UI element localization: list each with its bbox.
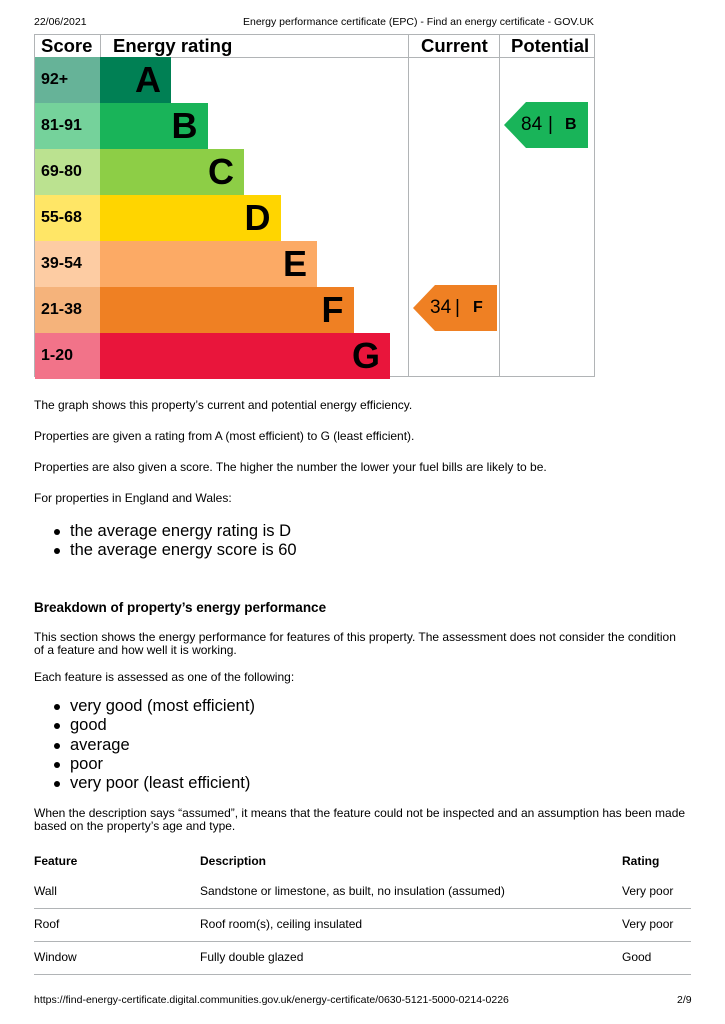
feature-header: Feature	[34, 854, 78, 868]
features-table	[34, 846, 691, 975]
current-column-header: Current	[421, 35, 488, 56]
band-bar	[100, 333, 390, 379]
print-date: 22/06/2021	[34, 16, 87, 28]
band-score-range: 55-68	[35, 195, 100, 241]
potential-separator: |	[548, 114, 553, 135]
rating-cell: Very poor	[622, 884, 674, 898]
list-item: the average energy score is 60	[34, 541, 297, 560]
current-separator: |	[455, 297, 460, 318]
list-item: the average energy rating is D	[34, 522, 297, 541]
page-title: Energy performance certificate (EPC) - Find an energy certificate - GOV.UK	[243, 16, 594, 28]
energy-rating-chart	[34, 34, 595, 377]
list-item: very good (most efficient)	[34, 697, 255, 716]
band-score-range: 1-20	[35, 333, 100, 379]
band-bar	[100, 103, 208, 149]
page-url: https://find-energy-certificate.digital.communities.gov.uk/energy-certificate/0630-5121-5000-0214-0226	[34, 994, 509, 1006]
description-cell: Sandstone or limestone, as built, no insulation (assumed)	[200, 884, 505, 898]
averages-list	[34, 522, 297, 561]
band-letter: G	[351, 335, 380, 376]
table-row	[34, 942, 691, 975]
band-score-range: 92+	[35, 57, 100, 103]
potential-band: B	[565, 116, 577, 133]
feature-cell: Wall	[34, 884, 57, 898]
page-number: 2/9	[677, 994, 692, 1006]
table-header-row	[34, 846, 691, 876]
list-item: very poor (least efficient)	[34, 774, 255, 793]
rating-header: Rating	[622, 854, 660, 868]
band-letter: F	[321, 289, 344, 330]
band-score-range: 69-80	[35, 149, 100, 195]
band-letter: D	[244, 197, 271, 238]
current-score: 34	[430, 297, 452, 318]
table-row	[34, 909, 691, 942]
table-row	[34, 876, 691, 909]
potential-column-header: Potential	[511, 35, 590, 56]
rating-explanation: Properties are given a rating from A (most efficient) to G (least efficient).	[34, 429, 415, 443]
column-divider	[499, 35, 500, 376]
feature-cell: Roof	[34, 917, 60, 931]
score-column-header: Score	[41, 35, 93, 56]
list-item: good	[34, 716, 255, 735]
band-bar	[100, 149, 244, 195]
description-cell: Roof room(s), ceiling insulated	[200, 917, 363, 931]
rating-cell: Good	[622, 950, 652, 964]
rating-column-header: Energy rating	[113, 35, 233, 56]
breakdown-explanation: This section shows the energy performance for features of this property. The assessment does not consider the condition of a feature and how well it is working.	[34, 630, 676, 657]
potential-rating-arrow	[504, 102, 588, 148]
list-item: poor	[34, 755, 255, 774]
rating-cell: Very poor	[622, 917, 674, 931]
band-bar	[100, 287, 354, 333]
band-score-range: 21-38	[35, 287, 100, 333]
band-bar	[100, 241, 317, 287]
feature-cell: Window	[34, 950, 77, 964]
column-divider	[408, 35, 409, 376]
band-bar	[100, 195, 281, 241]
assessment-levels-list	[34, 697, 255, 793]
assumed-note: When the description says “assumed”, it means that the feature could not be inspected and an assumption has been made based on the property’s age and type.	[34, 806, 686, 833]
column-divider	[100, 35, 101, 57]
assessment-intro: Each feature is assessed as one of the following:	[34, 670, 295, 684]
potential-score: 84	[521, 114, 543, 135]
band-bar	[100, 57, 171, 103]
band-letter: A	[135, 59, 161, 100]
description-header: Description	[200, 854, 267, 868]
band-letter: E	[282, 243, 307, 284]
current-band: F	[473, 299, 483, 316]
current-rating-arrow	[413, 285, 497, 331]
band-score-range: 81-91	[35, 103, 100, 149]
graph-explanation: The graph shows this property’s current and potential energy efficiency.	[34, 398, 413, 412]
band-letter: C	[208, 151, 234, 192]
description-cell: Fully double glazed	[200, 950, 304, 964]
band-score-range: 39-54	[35, 241, 100, 287]
score-explanation: Properties are also given a score. The higher the number the lower your fuel bills are likely to be.	[34, 460, 547, 474]
list-item: average	[34, 736, 255, 755]
breakdown-heading: Breakdown of property’s energy performance	[34, 600, 327, 615]
england-wales-intro: For properties in England and Wales:	[34, 491, 232, 505]
band-letter: B	[171, 105, 198, 146]
